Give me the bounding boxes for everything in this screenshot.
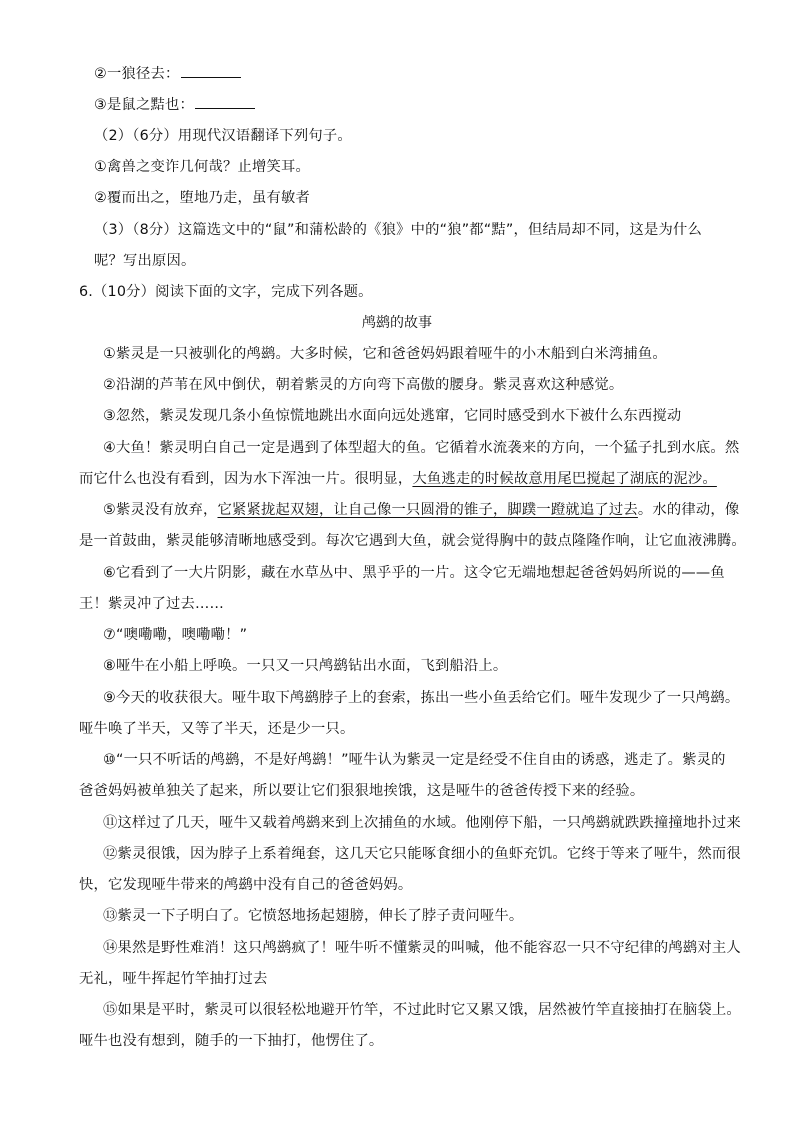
text-plain: 。水的律动，像 — [637, 502, 740, 518]
question-item-3 — [94, 96, 255, 114]
sub-question-2: （2）（6分）用现代汉语翻译下列句子。 — [94, 128, 352, 144]
sub-question-3-cont: 呢？写出原因。 — [94, 253, 196, 269]
translate-sentence-2: ②覆而出之，堕地乃走，虽有敏者 — [94, 190, 310, 206]
paragraph-10-cont: 爸爸妈妈被单独关了起来，所以要让它们狠狠地挨饿，这是哑牛的爸爸传授下来的经验。 — [79, 783, 645, 799]
paragraph-6-cont: 王！紫灵冲了过去…… — [79, 596, 224, 612]
question-6-header: 6.（10分）阅读下面的文字，完成下列各题。 — [79, 284, 373, 300]
paragraph-1: ①紫灵是一只被驯化的鸬鹚。大多时候，它和爸爸妈妈跟着哑牛的小木船到白米湾捕鱼。 — [103, 346, 667, 362]
sub-question-3: （3）（8分）这篇选文中的“鼠”和蒲松龄的《狼》中的“狼”都“黠”，但结局却不同，这是为什么 — [94, 222, 702, 238]
question-text: ②一狼径去： — [94, 66, 180, 82]
paragraph-14-cont: 无礼，哑牛挥起竹竿抽打过去 — [79, 971, 268, 987]
paragraph-13: ⑬紫灵一下子明白了。它愤怒地扬起翅膀，伸长了脖子责问哑牛。 — [103, 908, 524, 924]
translate-sentence-1: ①禽兽之变诈几何哉？止增笑耳。 — [94, 159, 310, 175]
paragraph-9-cont: 哑牛唤了半天，又等了半天，还是少一只。 — [79, 721, 355, 737]
paragraph-4-cont — [79, 470, 717, 488]
paragraph-5 — [103, 501, 739, 519]
paragraph-14: ⑭果然是野性难消！这只鸬鹚疯了！哑牛听不懂紫灵的叫喊，他不能容忍一只不守纪律的鸬鹚对主人 — [103, 940, 741, 956]
answer-blank[interactable] — [181, 65, 241, 78]
paragraph-3: ③忽然，紫灵发现几条小鱼惊慌地跳出水面向远处逃窜，它同时感受到水下被什么东西搅动 — [103, 408, 682, 424]
paragraph-6: ⑥它看到了一大片阴影，藏在水草丛中、黑乎乎的一片。这令它无端地想起爸爸妈妈所说的——鱼 — [103, 565, 725, 581]
paragraph-4: ④大鱼！紫灵明白自己一定是遇到了体型超大的鱼。它循着水流袭来的方向，一个猛子扎到水底。然 — [103, 440, 740, 456]
paragraph-15-cont: 哑牛也没有想到，随手的一下抽打，他愣住了。 — [79, 1033, 384, 1049]
answer-blank[interactable] — [195, 96, 255, 109]
paragraph-5-cont: 是一首鼓曲，紫灵能够清晰地感受到。每次它遇到大鱼，就会觉得胸中的鼓点隆隆作响，让它血液沸腾。 — [79, 533, 746, 549]
paragraph-15: ⑮如果是平时，紫灵可以很轻松地避开竹竿，不过此时它又累又饿，居然被竹竿直接抽打在脑袋上。 — [103, 1002, 741, 1018]
paragraph-10: ⑩“一只不听话的鸬鹚，不是好鸬鹚！”哑牛认为紫灵一定是经受不住自由的诱惑，逃走了。紫灵的 — [103, 752, 726, 768]
text-plain: 而它什么也没有看到，因为水下浑浊一片。很明显， — [79, 471, 413, 487]
paragraph-7: ⑦“噢嘞嘞，噢嘞嘞！” — [103, 627, 248, 643]
paragraph-11: ⑪这样过了几天，哑牛又载着鸬鹚来到上次捕鱼的水域。他刚停下船，一只鸬鹚就跌跌撞撞地扑过来 — [103, 815, 741, 831]
paragraph-8: ⑧哑牛在小船上呼唤。一只又一只鸬鹚钻出水面，飞到船沿上。 — [103, 658, 508, 674]
underlined-sentence: 大鱼逃走的时候故意用尾巴搅起了湖底的泥沙。 — [412, 471, 717, 487]
paragraph-12: ⑫紫灵很饿，因为脖子上系着绳套，这几天它只能啄食细小的鱼虾充饥。它终于等来了哑牛，然而很 — [103, 846, 741, 862]
underlined-sentence: 它紧紧拢起双翅，让自己像一只圆滑的锥子，脚蹼一蹬就追了过去 — [217, 502, 638, 518]
paragraph-2: ②沿湖的芦苇在风中倒伏，朝着紫灵的方向弯下高傲的腰身。紫灵喜欢这种感觉。 — [103, 377, 624, 393]
story-title: 鸬鹚的故事 — [362, 315, 432, 331]
text-plain: ⑤紫灵没有放弃， — [103, 502, 218, 518]
question-text: ③是鼠之黠也： — [94, 97, 194, 113]
paragraph-9: ⑨今天的收获很大。哑牛取下鸬鹚脖子上的套索，拣出一些小鱼丢给它们。哑牛发现少了一只鸬鹚。 — [103, 690, 740, 706]
question-item-2 — [94, 65, 241, 83]
paragraph-12-cont: 快，它发现哑牛带来的鸬鹚中没有自己的爸爸妈妈。 — [79, 877, 413, 893]
